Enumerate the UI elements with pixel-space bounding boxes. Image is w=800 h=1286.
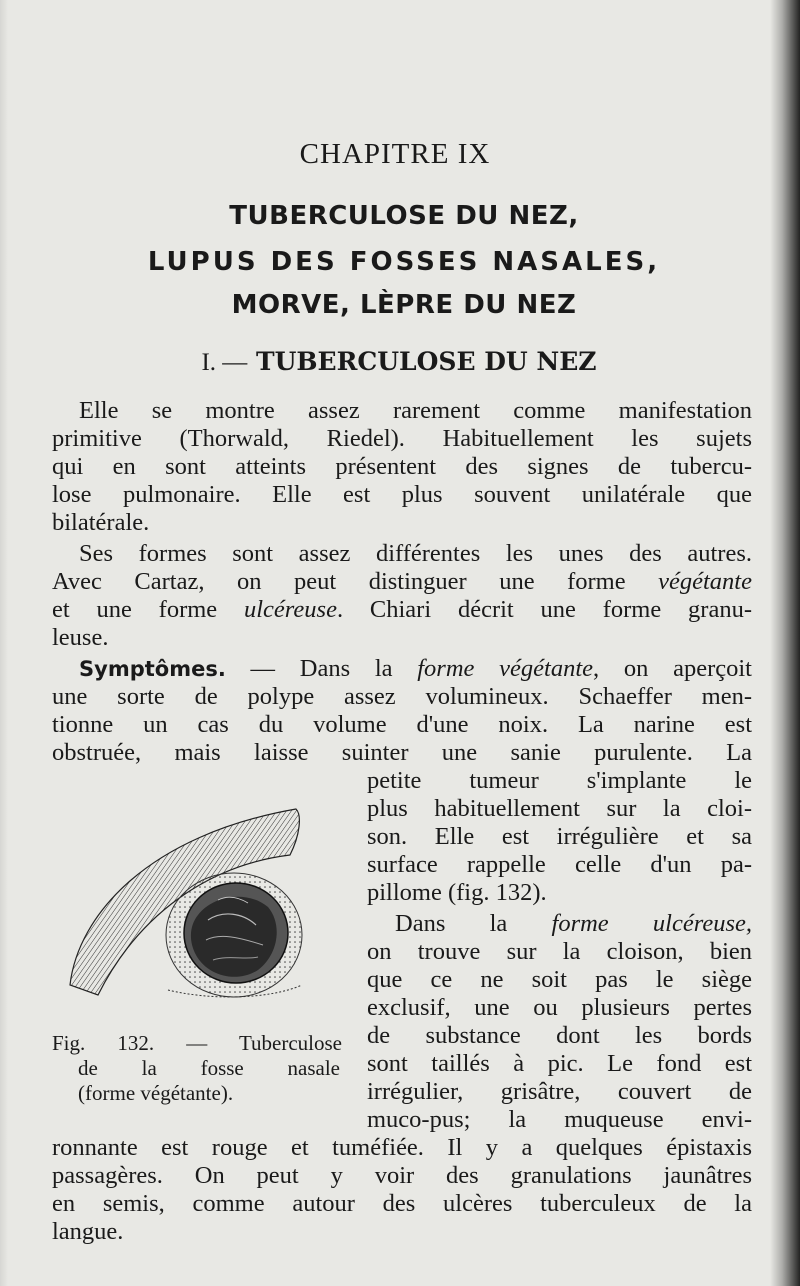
paragraph-4-full-line-4: langue. — [52, 1218, 124, 1245]
paragraph-1-line-2: primitive (Thorwald, Riedel). Habituellement les sujets — [52, 425, 752, 452]
paragraph-4-narrow-line-1: on trouve sur la cloison, bien — [367, 938, 752, 965]
paragraph-4-full-line-3: en semis, comme autour des ulcères tuberculeux de la — [52, 1190, 752, 1217]
paragraph-3-line-1 — [79, 655, 752, 683]
paragraph-1-line-3: qui en sont atteints présentent des signes de tubercu- — [52, 453, 752, 480]
text-run: Dans la — [395, 910, 552, 937]
figure-132-illustration — [58, 795, 328, 1015]
paragraph-3-narrow-line-5: pillome (fig. 132). — [367, 879, 547, 906]
text-run: . Chiari décrit une forme granu- — [336, 596, 752, 623]
page-binding-shadow — [770, 0, 800, 1286]
paragraph-3-narrow-line-2: plus habituellement sur la cloi- — [367, 795, 752, 822]
paragraph-4-line-1 — [395, 910, 752, 938]
figure-caption-line-3: (forme végétante). — [78, 1081, 234, 1105]
paragraph-4-narrow-line-4: de substance dont les bords — [367, 1022, 752, 1049]
emphasis-ulcereuse: ulcéreuse — [244, 596, 337, 623]
emphasis-forme-ulcereuse: forme ulcéreuse, — [551, 910, 752, 937]
paragraph-2-line-1: Ses formes sont assez différentes les unes des autres. — [79, 540, 752, 567]
paragraph-3-narrow-line-1: petite tumeur s'implante le — [367, 767, 752, 794]
paragraph-3-line-3: tionne un cas du volume d'une noix. La narine est — [52, 711, 752, 738]
paragraph-4-narrow-line-3: exclusif, une ou plusieurs pertes — [367, 994, 752, 1021]
paragraph-4-narrow-line-6: irrégulier, grisâtre, couvert de — [367, 1078, 752, 1105]
emphasis-vegetante: végétante — [658, 568, 752, 595]
section-heading — [0, 345, 798, 380]
paragraph-1-line-5: bilatérale. — [52, 509, 150, 536]
symptomes-heading: Symptômes. — [79, 657, 226, 681]
paragraph-4-narrow-line-2: que ce ne soit pas le siège — [367, 966, 752, 993]
figure-caption-line-2: de la fosse nasale — [78, 1056, 340, 1080]
chapter-label: CHAPITRE IX — [299, 138, 491, 170]
paragraph-1-line-4: lose pulmonaire. Elle est plus souvent unilatérale que — [52, 481, 752, 508]
paragraph-4-narrow-line-7: muco-pus; la muqueuse envi- — [367, 1106, 752, 1133]
paragraph-3-line-4: obstruée, mais laisse suinter une sanie purulente. La — [52, 739, 752, 766]
paragraph-4-full-line-1: ronnante est rouge et tuméfiée. Il y a quelques épistaxis — [52, 1134, 752, 1161]
paragraph-3-narrow-line-3: son. Elle est irrégulière et sa — [367, 823, 752, 850]
text-run: Avec Cartaz, on peut distinguer une forme — [52, 568, 659, 595]
paragraph-2-line-2 — [52, 568, 752, 596]
paragraph-2-line-4: leuse. — [52, 624, 109, 651]
section-numeral: I. — — [201, 349, 248, 376]
nasal-fossa-engraving — [58, 795, 328, 1015]
paragraph-3-narrow-line-4: surface rappelle celle d'un pa- — [367, 851, 752, 878]
text-run: et une forme — [52, 596, 244, 623]
page-left-edge — [0, 0, 8, 1286]
text-run: , on aperçoit — [593, 655, 752, 682]
chapter-title-line-1: TUBERCULOSE DU NEZ, — [229, 201, 579, 231]
paragraph-3-line-2: une sorte de polype assez volumineux. Schaeffer men- — [52, 683, 752, 710]
section-title: TUBERCULOSE DU NEZ — [255, 347, 597, 376]
paragraph-4-full-line-2: passagères. On peut y voir des granulations jaunâtres — [52, 1162, 752, 1189]
chapter-title-line-2: LUPUS DES FOSSES NASALES, — [147, 247, 661, 277]
text-run: — Dans la — [225, 655, 418, 682]
paragraph-2-line-3 — [52, 596, 752, 624]
figure-caption-line-1: Fig. 132. — Tuberculose — [52, 1031, 342, 1055]
chapter-title-line-3: MORVE, LÈPRE DU NEZ — [231, 290, 577, 320]
paragraph-4-narrow-line-5: sont taillés à pic. Le fond est — [367, 1050, 752, 1077]
emphasis-forme-vegetante: forme végétante — [417, 655, 593, 682]
paragraph-1-line-1: Elle se montre assez rarement comme manifestation — [79, 397, 752, 424]
